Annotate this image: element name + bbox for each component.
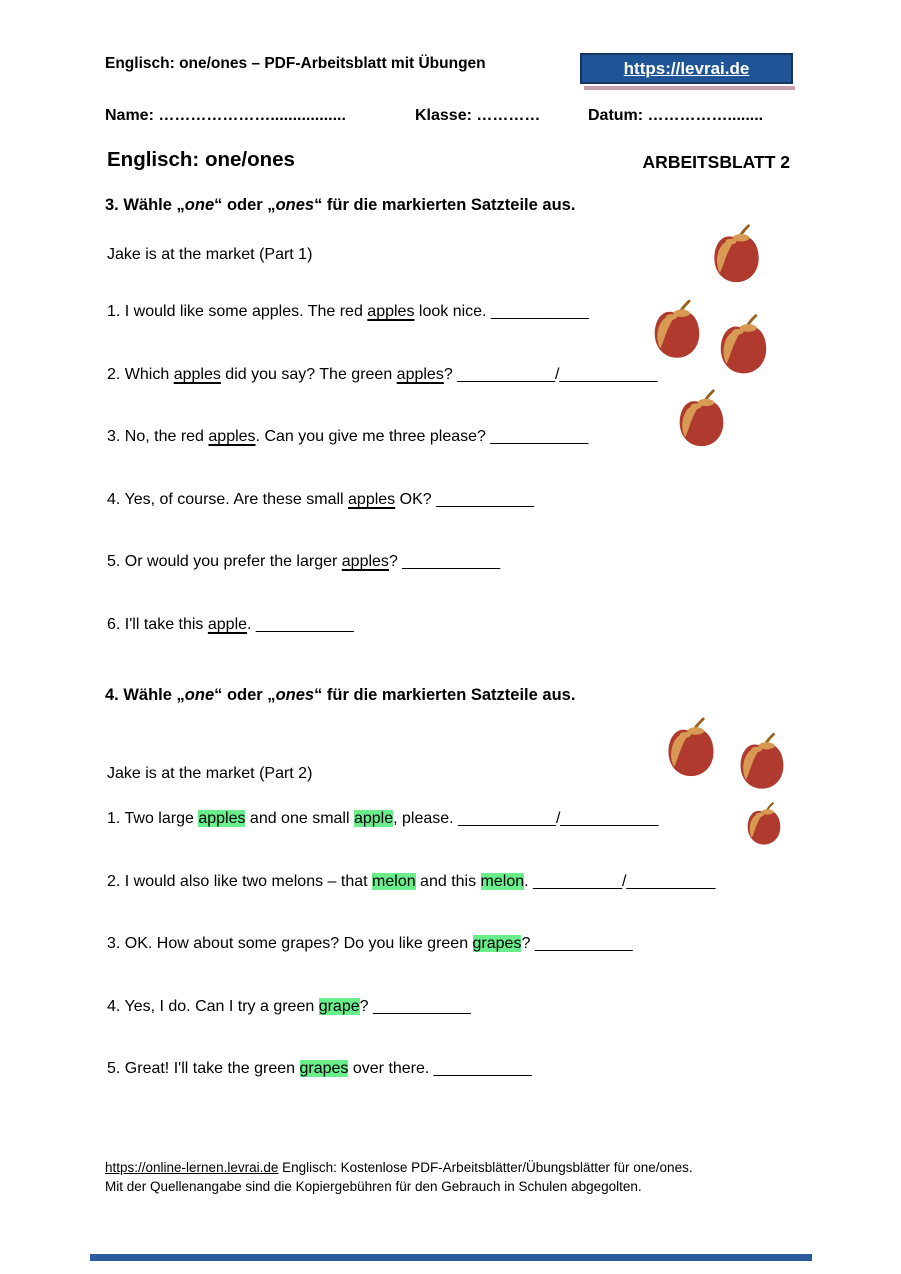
ex4-sentence-1: 1. Two large apples and one small apple, please. ___________/___________ (107, 810, 659, 827)
ex3-sentence-5: 5. Or would you prefer the larger apples? ___________ (107, 553, 501, 570)
page-header-title: Englisch: one/ones – PDF-Arbeitsblatt mit Übungen (105, 55, 486, 72)
levrai-box-shadow (584, 86, 795, 90)
name-label: Name: (105, 107, 154, 124)
datum-dots: ……………........ (643, 107, 764, 124)
datum-field (588, 107, 763, 125)
datum-label: Datum: (588, 107, 644, 124)
name-field (105, 107, 346, 125)
klasse-label: Klasse: (415, 107, 472, 124)
klasse-dots: ………… (471, 107, 541, 124)
footer-license-line: Mit der Quellenangabe sind die Kopiergebühren für den Gebrauch in Schulen abgegolten. (105, 1179, 642, 1194)
ex3-sentence-4: 4. Yes, of course. Are these small apples OK? ___________ (107, 491, 534, 508)
apple-image (710, 223, 763, 284)
footer-source-line[interactable]: https://online-lernen.levrai.de Englisch: Kostenlose PDF-Arbeitsblätter/Übungsblätter für one/ones. (105, 1160, 693, 1175)
exercise4-heading: 4. Wähle „one“ oder „ones“ für die markierten Satzteile aus. (105, 686, 576, 704)
apple-image (664, 716, 718, 778)
ex4-sentence-5: 5. Great! I'll take the green grapes over there. ___________ (107, 1060, 532, 1077)
apple-image (651, 298, 703, 360)
name-dots: …………………................. (153, 107, 346, 124)
exercise3-intro: Jake is at the market (Part 1) (107, 246, 313, 263)
ex3-sentence-1: 1. I would like some apples. The red apples look nice. ___________ (107, 303, 589, 320)
bottom-rule (90, 1254, 812, 1261)
exercise3-heading: 3. Wähle „one“ oder „ones“ für die markierten Satzteile aus. (105, 196, 576, 214)
apple-image-small (745, 801, 783, 846)
ex4-sentence-2: 2. I would also like two melons – that melon and this melon. __________/__________ (107, 873, 716, 890)
sheet-number-label: ARBEITSBLATT 2 (642, 152, 790, 172)
klasse-field (415, 107, 540, 125)
ex4-sentence-4: 4. Yes, I do. Can I try a green grape? ___________ (107, 998, 471, 1015)
apple-image (675, 388, 728, 448)
ex3-sentence-6: 6. I'll take this apple. ___________ (107, 616, 354, 633)
levrai-link[interactable]: https://levrai.de (623, 58, 750, 78)
levrai-link-box[interactable] (580, 53, 793, 84)
ex3-sentence-2: 2. Which apples did you say? The green apples? ___________/___________ (107, 366, 658, 383)
ex3-sentence-3: 3. No, the red apples. Can you give me three please? ___________ (107, 428, 589, 445)
ex4-sentence-3: 3. OK. How about some grapes? Do you like green grapes? ___________ (107, 935, 633, 952)
worksheet-title: Englisch: one/ones (107, 148, 295, 171)
exercise4-intro: Jake is at the market (Part 2) (107, 765, 313, 782)
apple-image (737, 731, 787, 791)
apple-image (717, 312, 770, 376)
